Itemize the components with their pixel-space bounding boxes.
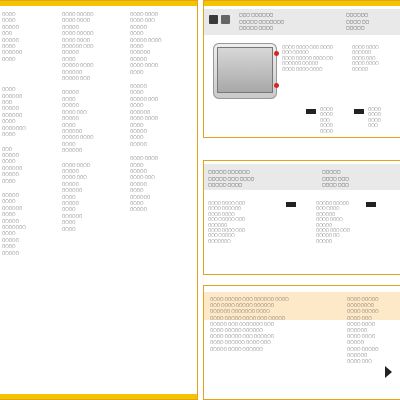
text-line: ▢▢▢▢: [62, 56, 76, 61]
text-line: ▢▢▢▢▢▢: [2, 93, 23, 98]
text-line: ▢▢▢▢ ▢▢▢▢: [62, 18, 91, 23]
text-line: ▢▢▢▢ ▢▢▢▢: [208, 211, 235, 216]
text-line: ▢▢▢▢ ▢▢▢▢: [130, 12, 159, 16]
right-top-header: [204, 9, 400, 35]
text-line: ▢▢▢▢▢: [2, 250, 19, 255]
left-panel-bottom-band: [0, 394, 197, 399]
text-line: ▢▢▢▢▢ ▢▢: [316, 233, 340, 238]
text-line: ▢▢▢▢▢: [2, 172, 19, 177]
right-top-small-list: [320, 107, 344, 134]
text-line: ▢▢▢▢▢: [2, 218, 19, 223]
text-line: ▢▢▢▢▢▢: [62, 69, 83, 74]
text-line: ▢▢▢▢▢▢▢: [2, 125, 26, 130]
text-line: ▢▢▢ ▢▢▢▢▢▢: [239, 12, 274, 17]
text-line: ▢▢▢▢: [2, 119, 16, 124]
text-line: ▢▢▢▢ ▢▢▢▢▢▢ ▢▢▢▢ ▢▢▢: [210, 340, 271, 345]
flag-icon: [366, 202, 376, 207]
text-line: ▢▢▢▢▢ ▢▢▢▢: [208, 182, 243, 187]
text-line: ▢▢▢▢▢: [347, 340, 364, 345]
text-line: ▢▢▢▢▢▢: [352, 50, 372, 55]
text-line: ▢▢▢▢▢: [62, 116, 79, 121]
text-line: ▢▢▢▢: [2, 87, 16, 92]
text-line: ▢▢▢▢▢: [62, 24, 79, 29]
text-line: ▢▢▢▢▢: [130, 141, 147, 146]
text-line: ▢▢▢▢▢▢: [208, 222, 228, 227]
text-line: ▢▢▢▢▢▢▢: [208, 238, 231, 243]
text-line: ▢▢▢▢ ▢▢▢▢: [347, 334, 376, 339]
text-line: ▢▢▢▢ ▢▢▢ ▢▢▢: [316, 228, 350, 233]
text-line: ▢▢▢▢▢▢: [2, 165, 23, 170]
text-line: ▢▢▢▢: [368, 107, 381, 111]
text-line: ▢▢▢▢ ▢▢▢▢: [62, 162, 91, 167]
text-line: ▢▢▢▢▢▢ ▢▢▢▢▢▢▢ ▢▢▢▢: [210, 309, 270, 314]
text-line: ▢▢▢▢▢: [62, 200, 79, 205]
text-line: ▢▢▢: [2, 146, 13, 151]
right-top-small-list-b: [368, 107, 392, 129]
text-line: ▢▢▢▢: [2, 199, 16, 204]
right-bottom-panel: [203, 285, 400, 400]
text-line: ▢▢▢▢ ▢▢▢▢ ▢▢▢▢: [282, 66, 323, 71]
right-top-body-b: [352, 45, 400, 72]
right-top-band: [204, 1, 400, 6]
text-line: ▢▢▢▢▢: [352, 66, 369, 71]
text-line: ▢▢▢▢▢ ▢▢▢▢ ▢▢▢▢▢▢: [210, 346, 263, 351]
text-line: [2, 184, 57, 192]
right-top-header-text-a: [239, 12, 284, 32]
text-line: ▢▢▢▢▢▢ ▢▢▢▢▢: [282, 61, 319, 66]
text-line: ▢▢▢▢▢: [130, 207, 147, 212]
text-line: ▢▢▢▢: [130, 90, 144, 95]
text-line: ▢▢▢▢▢▢: [130, 50, 151, 55]
right-top-body-a: [282, 45, 344, 72]
left-col-1: [2, 11, 57, 389]
text-line: ▢▢▢▢: [130, 31, 144, 36]
text-line: ▢▢▢▢▢▢: [62, 213, 83, 218]
text-line: ▢▢▢▢: [130, 135, 144, 140]
flag-icon: [286, 202, 296, 207]
right-mid-header-text-b: [322, 169, 349, 189]
text-line: ▢▢▢▢▢: [2, 106, 19, 111]
callout-marker: [274, 83, 279, 88]
text-line: [62, 154, 124, 162]
text-line: ▢▢▢▢▢ ▢▢▢▢▢: [316, 201, 349, 205]
text-line: ▢▢▢▢▢▢: [346, 12, 369, 17]
text-line: ▢▢▢▢ ▢▢▢: [347, 315, 372, 320]
text-line: ▢▢▢▢ ▢▢▢▢: [352, 45, 379, 49]
text-line: ▢▢▢▢: [368, 117, 381, 122]
text-line: ▢▢▢▢ ▢▢▢▢: [352, 61, 379, 66]
text-line: ▢▢▢▢: [2, 231, 16, 236]
camera-icon: [209, 15, 218, 24]
text-line: ▢▢▢▢ ▢▢▢: [130, 18, 155, 23]
text-line: ▢▢▢▢: [368, 112, 381, 117]
text-line: ▢▢▢▢▢▢: [62, 188, 83, 193]
text-line: ▢▢▢▢ ▢▢▢▢▢ ▢▢▢ ▢▢▢▢▢▢ ▢▢▢▢: [210, 297, 289, 301]
text-line: ▢▢▢▢ ▢▢▢: [130, 175, 155, 180]
text-line: ▢▢▢▢ ▢▢▢▢: [130, 156, 159, 161]
text-line: ▢▢▢▢▢: [346, 25, 365, 30]
text-line: ▢▢▢ ▢▢▢▢ ▢▢▢▢▢ ▢▢▢▢▢▢: [210, 303, 275, 308]
text-line: ▢▢▢▢▢▢: [62, 148, 83, 153]
text-line: [2, 62, 57, 70]
text-line: ▢▢▢▢▢▢ ▢▢▢: [62, 44, 94, 49]
left-panel: [0, 0, 198, 400]
text-line: ▢▢▢▢▢: [62, 168, 79, 173]
right-mid-panel: [203, 160, 400, 275]
text-line: ▢▢▢▢▢ ▢▢▢▢: [130, 37, 162, 42]
text-line: ▢▢▢▢: [2, 132, 16, 137]
text-line: ▢▢▢▢ ▢▢▢▢ ▢▢▢: [208, 228, 246, 233]
text-line: ▢▢▢▢ ▢▢▢▢▢: [62, 31, 94, 36]
text-line: ▢▢▢▢: [2, 18, 16, 23]
text-line: ▢▢▢▢: [130, 188, 144, 193]
text-line: ▢▢▢▢▢: [2, 152, 19, 157]
arrow-right-icon: [221, 15, 230, 24]
text-line: ▢▢▢▢▢ ▢▢▢▢: [62, 63, 94, 68]
text-line: [2, 138, 57, 146]
text-line: ▢▢▢▢ ▢▢▢: [62, 109, 87, 114]
camera-screen-illustration: [217, 47, 273, 93]
text-line: ▢▢▢▢▢ ▢▢▢ ▢▢▢▢: [208, 175, 255, 181]
text-line: ▢▢▢▢▢: [130, 128, 147, 133]
text-line: ▢▢▢▢▢▢: [2, 205, 23, 210]
text-line: ▢▢▢▢: [130, 162, 144, 167]
text-line: ▢▢▢▢▢▢: [130, 194, 151, 199]
text-line: ▢▢▢▢ ▢▢▢▢: [130, 63, 159, 68]
text-line: ▢▢▢▢▢ ▢▢▢▢: [239, 25, 274, 30]
text-line: ▢▢▢▢▢▢: [347, 328, 368, 333]
text-line: ▢▢▢▢ ▢▢▢▢▢ ▢▢▢▢ ▢▢▢ ▢▢▢▢▢: [210, 315, 286, 320]
text-line: ▢▢▢▢ ▢▢▢: [347, 359, 372, 364]
text-line: ▢▢▢▢▢: [62, 50, 79, 55]
text-line: ▢▢▢: [2, 31, 13, 36]
left-panel-top-band: [0, 1, 197, 6]
text-line: ▢▢▢▢: [130, 69, 144, 74]
text-line: ▢▢▢▢▢▢: [130, 109, 151, 114]
text-line: ▢▢▢▢: [62, 96, 76, 101]
text-line: ▢▢▢▢: [62, 122, 76, 127]
text-line: ▢▢▢▢: [320, 128, 333, 133]
text-line: ▢▢▢▢▢: [62, 103, 79, 108]
text-line: ▢▢▢▢▢▢: [316, 211, 336, 216]
text-line: [130, 75, 196, 83]
text-line: ▢▢▢▢▢▢▢: [2, 224, 26, 229]
text-line: ▢▢▢▢ ▢▢▢▢▢▢: [208, 206, 241, 211]
text-line: ▢▢▢▢ ▢▢▢▢▢ ▢▢▢▢▢▢: [210, 328, 263, 333]
text-line: ▢▢▢▢▢: [130, 24, 147, 29]
text-line: ▢▢▢ ▢▢▢▢▢ ▢▢▢: [208, 217, 246, 222]
text-line: ▢▢▢▢: [62, 207, 76, 212]
text-line: ▢▢▢▢: [2, 44, 16, 49]
text-line: ▢▢▢▢ ▢▢▢▢ ▢▢▢: [208, 201, 246, 205]
text-line: ▢▢▢: [320, 117, 330, 122]
text-line: ▢▢▢▢: [2, 12, 16, 16]
text-line: ▢▢▢▢: [320, 112, 333, 117]
text-line: ▢▢▢▢▢▢: [2, 50, 23, 55]
text-line: [2, 78, 57, 86]
text-line: ▢▢▢▢: [2, 56, 16, 61]
text-line: ▢▢▢▢▢: [2, 192, 19, 197]
right-bottom-text-a: [210, 296, 340, 352]
flag-icon: [306, 109, 316, 114]
text-line: ▢▢▢▢▢: [130, 181, 147, 186]
text-line: ▢▢▢▢: [130, 44, 144, 49]
text-line: ▢▢▢▢▢ ▢▢▢: [130, 96, 159, 101]
left-col-3: [130, 11, 196, 389]
text-line: ▢▢▢▢▢: [316, 238, 333, 243]
text-line: ▢▢▢▢: [62, 220, 76, 225]
text-line: ▢▢▢▢: [320, 123, 333, 128]
text-line: ▢▢▢▢ ▢▢▢▢▢ ▢▢▢ ▢▢▢▢▢▢: [210, 334, 275, 339]
text-line: ▢▢▢: [2, 100, 13, 105]
text-line: ▢▢▢▢: [62, 141, 76, 146]
text-line: ▢▢▢▢ ▢▢▢: [322, 182, 349, 187]
text-line: ▢▢▢▢ ▢▢▢: [322, 175, 349, 181]
text-line: ▢▢▢▢: [62, 194, 76, 199]
right-mid-body-a: [208, 201, 308, 244]
flag-icon: [354, 109, 364, 114]
text-line: ▢▢▢▢▢▢: [2, 112, 23, 117]
text-line: ▢▢▢▢: [2, 159, 16, 164]
text-line: ▢▢▢▢ ▢▢▢▢▢: [347, 346, 379, 351]
text-line: ▢▢▢▢ ▢▢▢▢▢: [62, 12, 94, 16]
text-line: ▢▢▢▢▢ ▢▢▢: [62, 76, 91, 81]
text-line: [62, 81, 124, 89]
text-line: ▢▢▢▢ ▢▢▢▢: [62, 37, 91, 42]
text-line: ▢▢▢▢▢ ▢▢▢ ▢▢▢▢▢▢▢ ▢▢▢: [210, 321, 275, 326]
text-line: ▢▢▢▢▢: [2, 24, 19, 29]
next-page-arrow-icon: [385, 366, 392, 378]
text-line: ▢▢▢▢: [2, 212, 16, 217]
text-line: ▢▢▢▢: [2, 244, 16, 249]
right-mid-body-b: [316, 201, 398, 244]
right-top-header-text-b: [346, 12, 369, 32]
text-line: ▢▢▢▢▢ ▢▢▢▢▢▢: [208, 169, 250, 174]
text-line: ▢▢▢ ▢▢▢▢▢: [282, 50, 309, 55]
text-line: ▢▢▢▢: [130, 122, 144, 127]
text-line: ▢▢▢ ▢▢▢▢: [316, 206, 340, 211]
text-line: ▢▢▢▢ ▢▢▢▢: [347, 321, 376, 326]
text-line: ▢▢▢ ▢▢▢▢▢: [208, 233, 235, 238]
text-line: ▢▢▢▢▢▢: [347, 352, 368, 357]
text-line: ▢▢▢▢ ▢▢▢: [62, 175, 87, 180]
right-bottom-text-b: [347, 296, 397, 364]
text-line: ▢▢▢▢: [130, 103, 144, 108]
text-line: ▢▢▢▢: [130, 200, 144, 205]
text-line: ▢▢▢▢▢: [2, 237, 19, 242]
text-line: ▢▢▢▢▢▢: [62, 128, 83, 133]
callout-marker: [274, 51, 279, 56]
text-line: ▢▢▢▢ ▢▢: [346, 18, 370, 24]
text-line: ▢▢▢▢▢: [316, 222, 333, 227]
text-line: ▢▢▢▢ ▢▢▢▢: [316, 217, 343, 222]
text-line: ▢▢▢▢ ▢▢▢▢ ▢▢▢ ▢▢▢▢: [282, 45, 333, 49]
text-line: ▢▢▢▢▢ ▢▢▢▢▢▢▢: [239, 18, 285, 24]
text-line: ▢▢▢▢ ▢▢▢: [352, 55, 376, 60]
text-line: ▢▢▢▢▢ ▢▢▢▢: [62, 135, 94, 140]
text-line: ▢▢▢▢▢: [130, 168, 147, 173]
right-mid-header-text-a: [208, 169, 254, 189]
text-line: ▢▢▢▢ ▢▢▢▢▢: [347, 309, 379, 314]
text-line: ▢▢▢▢▢: [62, 90, 79, 95]
text-line: ▢▢▢▢▢▢▢▢: [347, 303, 375, 308]
text-line: ▢▢▢▢▢: [322, 169, 341, 174]
left-col-2: [62, 11, 124, 389]
text-line: [130, 147, 196, 155]
text-line: ▢▢▢▢ ▢▢▢▢▢: [347, 297, 379, 301]
text-line: ▢▢▢▢: [62, 226, 76, 231]
text-line: ▢▢▢▢▢: [130, 56, 147, 61]
text-line: ▢▢▢▢ ▢▢▢▢: [130, 116, 159, 121]
text-line: ▢▢▢▢ ▢▢▢▢▢ ▢▢▢▢ ▢▢: [282, 55, 333, 60]
right-top-panel: [203, 0, 400, 138]
text-line: ▢▢▢▢▢: [2, 37, 19, 42]
text-line: [2, 70, 57, 78]
text-line: ▢▢▢▢▢: [62, 181, 79, 186]
text-line: ▢▢▢▢: [2, 178, 16, 183]
text-line: ▢▢▢▢▢: [130, 84, 147, 89]
text-line: ▢▢▢: [368, 123, 378, 128]
text-line: ▢▢▢▢: [320, 107, 333, 111]
